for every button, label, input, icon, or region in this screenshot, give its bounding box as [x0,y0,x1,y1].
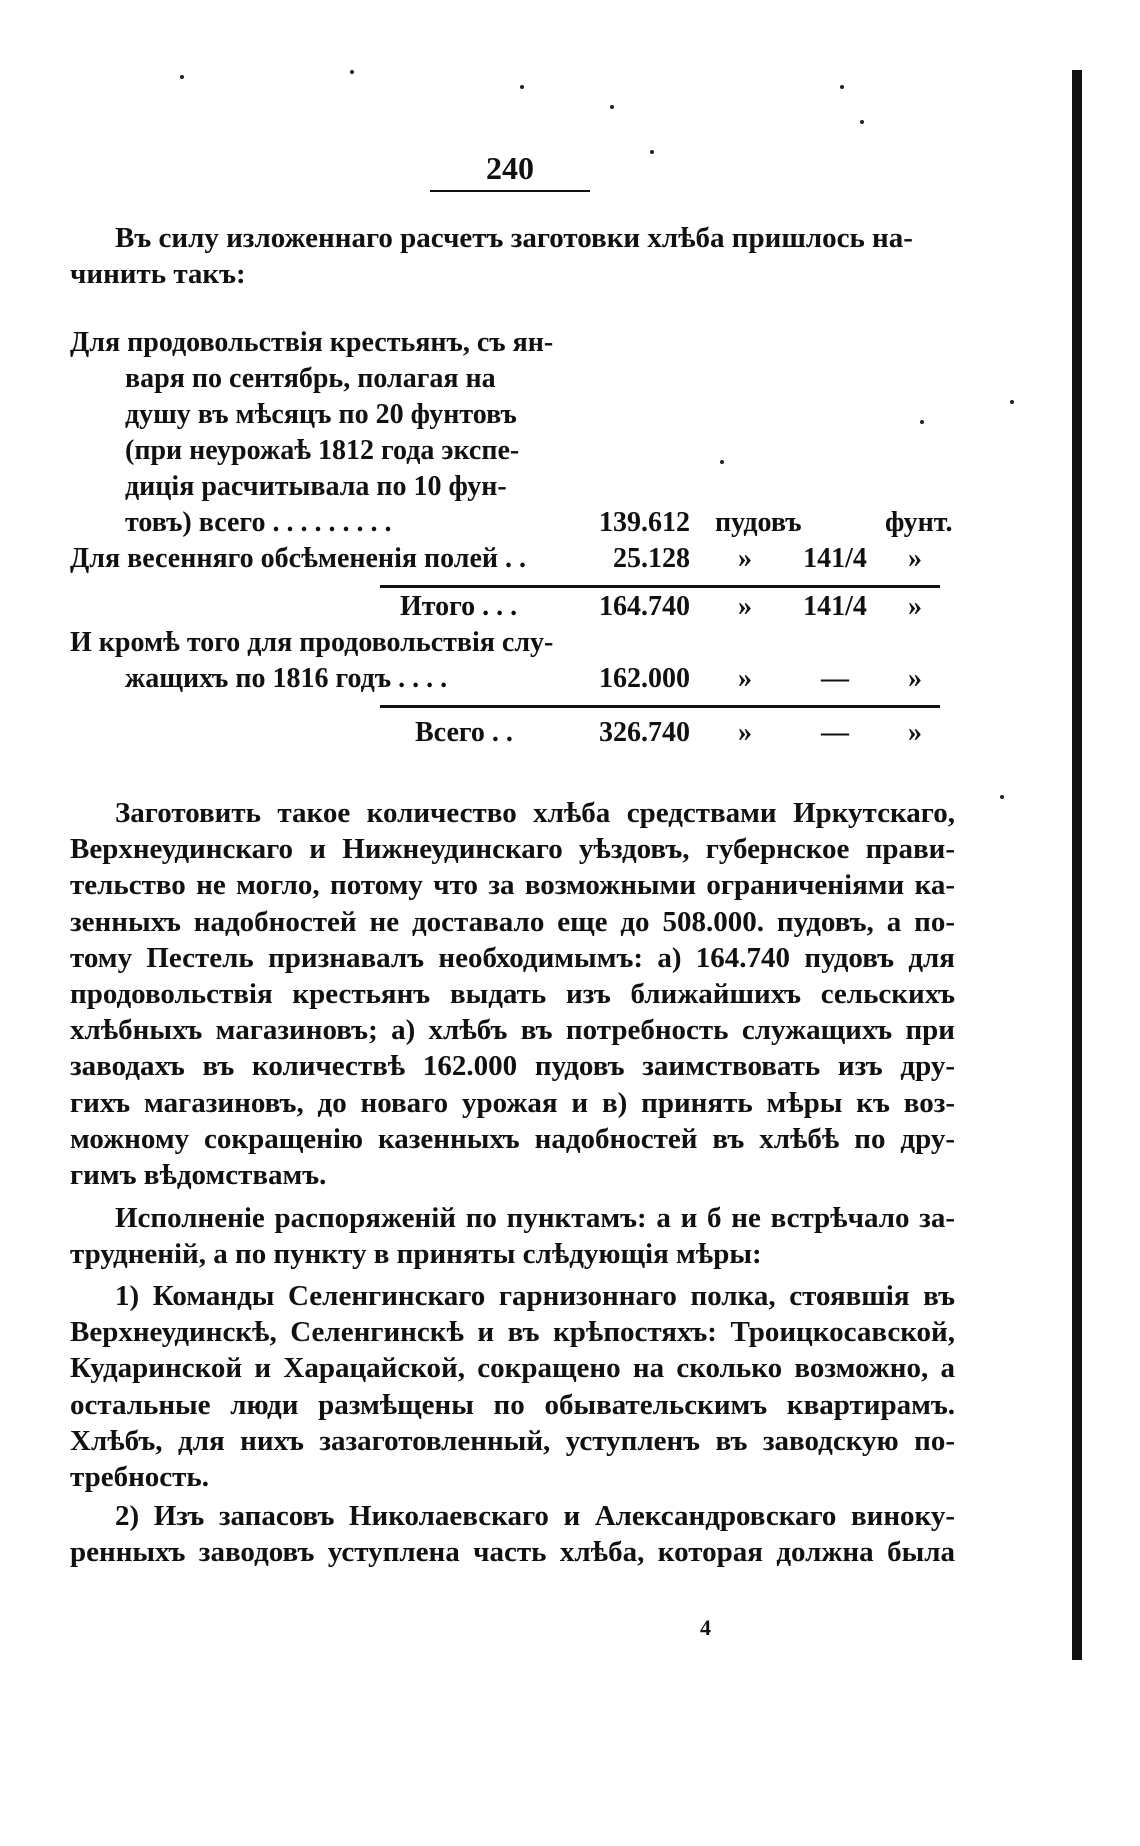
ditto-mark: » [738,543,752,574]
row-label: (при неурожаѣ 1812 года экспе- [125,435,520,466]
scan-speck [840,85,844,89]
text-line: зенныхъ надобностей не доставало еще до 508.000. пудовъ, а по- [70,905,955,938]
row-value: 326.740 [599,717,690,748]
row-value: 162.000 [599,663,690,694]
table-rule [380,585,940,588]
ditto-mark: » [738,591,752,622]
row-label: Для продовольствія крестьянъ, съ ян- [70,327,554,358]
table-row-grand-total [70,715,950,751]
table-row [70,469,950,505]
row-label: И кромѣ того для продовольствія слу- [70,627,554,658]
table-rule [380,705,940,708]
ditto-mark: » [738,663,752,694]
paragraph-3 [70,1278,955,1495]
page-number-rule [430,190,590,192]
row-fraction: — [821,717,849,748]
ditto-mark: » [908,591,922,622]
text-line: можному сокращенію казенныхъ надобностей въ хлѣбѣ по дру- [70,1122,955,1155]
table-row [70,325,950,361]
intro-line-2: чинить такъ: [70,258,246,290]
text-line: 1) Команды Селенгинскаго гарнизоннаго полка, стоявшія въ [115,1280,955,1312]
text-line: Хлѣбъ, для нихъ зазаготовленный, уступленъ въ заводскую по- [70,1424,955,1457]
intro-line-1: Въ силу изложеннаго расчетъ заготовки хлѣба пришлось на- [115,222,913,254]
text-line: гихъ магазиновъ, до новаго урожая и в) принять мѣры къ воз- [70,1086,955,1119]
text-line: требность. [70,1461,210,1494]
table-row [70,505,953,541]
row-label: Всего . . [415,717,513,748]
text-line: 2) Изъ запасовъ Николаевскаго и Александровскаго виноку- [115,1500,955,1532]
unit-funt: фунт. [885,507,953,538]
paragraph-1 [70,795,955,1193]
ditto-mark: » [738,717,752,748]
row-label: диція расчитывала по 10 фун- [125,471,507,502]
ditto-mark: » [908,717,922,748]
text-line: Кударинской и Харацайской, сокращено на сколько возможно, а [70,1352,955,1385]
text-line: трудненій, а по пункту в приняты слѣдующія мѣры: [70,1238,762,1271]
scan-speck [860,120,864,124]
grain-table [70,325,953,751]
text-line: тельство не могло, потому что за возможными ограниченіями ка- [70,869,955,902]
scan-speck [650,150,654,154]
page-number: 240 [486,150,534,186]
row-fraction: 141/4 [803,591,867,622]
row-fraction: — [821,663,849,694]
intro-paragraph [70,220,955,292]
signature-mark: 4 [700,1615,711,1640]
ditto-mark: » [908,543,922,574]
row-fraction: 141/4 [803,543,867,574]
text-line: Заготовить такое количество хлѣба средствами Иркутскаго, [115,797,955,829]
row-label: душу въ мѣсяцъ по 20 фунтовъ [125,399,517,430]
scan-speck [1000,795,1004,799]
row-label: товъ) всего . . . . . . . . . [125,507,392,538]
text-line: тому Пестель признавалъ необходимымъ: а) 164.740 пудовъ для [70,941,955,974]
text-line: гимъ вѣдомствамъ. [70,1159,327,1192]
scan-speck [610,105,614,109]
table-row [70,661,950,697]
table-row [70,397,950,433]
row-value: 164.740 [599,591,690,622]
text-line: Верхнеудинскѣ, Селенгинскѣ и въ крѣпостяхъ: Троицкосавской, [70,1316,955,1349]
row-value: 139.612 [599,507,690,538]
text-line: остальные люди размѣщены по обывательскимъ квартирамъ. [70,1388,955,1421]
text-line: Верхнеудинскаго и Нижнеудинскаго уѣздовъ, губернское прави- [70,833,955,866]
page-header [430,150,590,192]
paragraph-2 [70,1200,955,1272]
row-label: варя по сентябрь, полагая на [125,363,496,394]
scan-speck [350,70,354,74]
row-value: 25.128 [613,543,690,574]
binding-edge [1072,70,1082,1660]
text-line: Исполненіе распоряженій по пунктамъ: а и б не встрѣчало за- [115,1202,955,1234]
row-label: жащихъ по 1816 годъ . . . . [125,663,448,694]
table-row [70,433,950,469]
text-line: продовольствія крестьянъ выдать изъ ближайшихъ сельскихъ [70,978,955,1011]
text-line: ренныхъ заводовъ уступлена часть хлѣба, которая должна была [70,1536,955,1569]
table-row-total [70,589,950,625]
row-label: Для весенняго обсѣмененія полей . . [70,543,527,574]
paragraph-4 [70,1498,955,1570]
scan-speck [1010,400,1014,404]
table-row [70,625,950,661]
ditto-mark: » [908,663,922,694]
scan-speck [520,85,524,89]
row-label: Итого . . . [400,591,518,622]
scan-speck [180,75,184,79]
text-line: заводахъ въ количествѣ 162.000 пудовъ заимствовать изъ дру- [70,1050,955,1083]
table-row [70,541,950,577]
text-line: хлѣбныхъ магазиновъ; а) хлѣбъ въ потребность служащихъ при [70,1014,955,1047]
table-row [70,361,950,397]
unit-poods: пудовъ [715,507,802,538]
